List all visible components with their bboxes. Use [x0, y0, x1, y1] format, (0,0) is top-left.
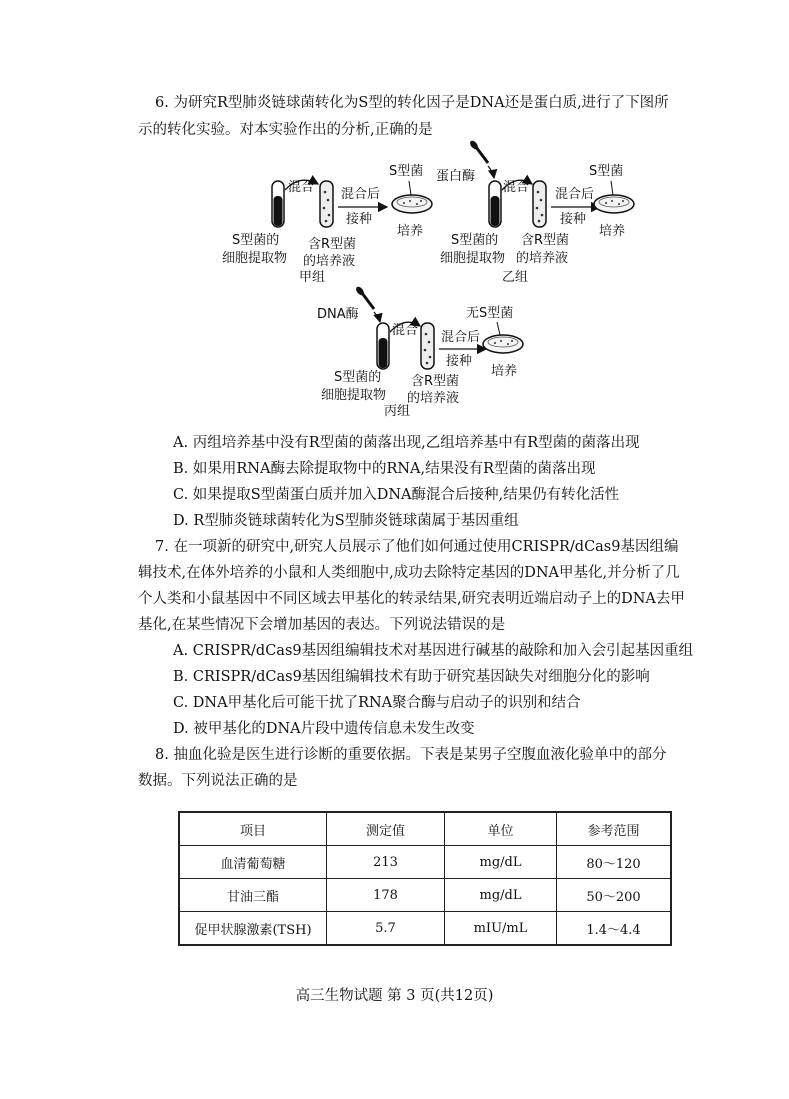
yi-dropper-icon: [468, 139, 488, 163]
page-footer: 高三生物试题 第 3 页(共12页): [295, 988, 494, 1004]
q7-option-b: B. CRISPR/dCas9基因组编辑技术有助于研究基因缺失对细胞分化的影响: [173, 669, 650, 685]
cell-reference-range: 50～200: [557, 879, 672, 912]
cell-reference-range: 1.4～4.4: [557, 912, 672, 946]
bing-extract-label-1: S型菌的: [334, 370, 382, 385]
jia-result-label: S型菌: [389, 164, 424, 179]
bing-culture-label: 培养: [491, 364, 518, 379]
yi-enzyme-arrow: [488, 166, 494, 178]
yi-result-label: S型菌: [589, 164, 624, 179]
jia-extract-tube: [272, 181, 284, 227]
bing-extract-label-2: 细胞提取物: [321, 388, 387, 403]
q6-stem-line2: 示的转化实验。对本实验作出的分析,正确的是: [138, 122, 433, 138]
header-item: 项目: [179, 812, 327, 846]
table-row: [179, 846, 671, 879]
yi-petri-dish: [594, 195, 634, 213]
q6-option-d: D. R型肺炎链球菌转化为S型肺炎链球菌属于基因重组: [173, 513, 519, 529]
yi-rculture-tube: [533, 181, 546, 227]
bing-extract-tube: [377, 323, 389, 369]
header-value: 测定值: [327, 812, 445, 846]
header-reference-range: 参考范围: [557, 812, 672, 846]
yi-inoculate-label-1: 混合后: [555, 187, 595, 202]
bing-enzyme-arrow: [374, 312, 380, 322]
cell-item: 甘油三酯: [179, 879, 327, 912]
bing-liquid-label-2: 的培养液: [407, 391, 460, 406]
jia-extract-label-2: 细胞提取物: [222, 251, 288, 266]
bing-liquid-label-1: 含R型菌: [411, 374, 460, 389]
yi-liquid-label-2: 的培养液: [516, 251, 569, 266]
q7-stem-line1: 7. 在一项新的研究中,研究人员展示了他们如何通过使用CRISPR/dCas9基因组编: [155, 539, 679, 555]
cell-unit: mg/dL: [445, 879, 557, 912]
table-row: [179, 912, 671, 946]
jia-result-pointer: [409, 181, 411, 195]
yi-mix-label: 混合: [503, 180, 530, 195]
blood-test-table: [178, 811, 672, 946]
bing-enzyme-label: DNA酶: [317, 307, 359, 322]
bing-rculture-tube: [421, 323, 434, 369]
q8-stem-line1: 8. 抽血化验是医生进行诊断的重要依据。下表是某男子空腹血液化验单中的部分: [155, 747, 667, 763]
cell-value: 213: [327, 846, 445, 879]
jia-mix-label: 混合: [288, 180, 315, 195]
yi-group-label: 乙组: [502, 270, 529, 285]
cell-unit: mIU/mL: [445, 912, 557, 946]
bing-petri-dish: [483, 335, 523, 353]
header-unit: 单位: [445, 812, 557, 846]
cell-value: 178: [327, 879, 445, 912]
q7-stem-line2: 辑技术,在体外培养的小鼠和人类细胞中,成功去除特定基因的DNA甲基化,并分析了几: [138, 565, 680, 581]
bing-result-label: 无S型菌: [466, 306, 514, 321]
q6-experiment-diagram: [0, 0, 789, 420]
q8-stem-line2: 数据。下列说法正确的是: [138, 773, 298, 789]
yi-culture-label: 培养: [599, 224, 626, 239]
q6-stem-line1: 6. 为研究R型肺炎链球菌转化为S型的转化因子是DNA还是蛋白质,进行了下图所: [155, 95, 669, 111]
q6-option-b: B. 如果用RNA酶去除提取物中的RNA,结果没有R型菌的菌落出现: [173, 461, 596, 477]
jia-culture-label: 培养: [397, 224, 424, 239]
jia-group-label: 甲组: [299, 270, 326, 285]
yi-result-pointer: [611, 181, 613, 195]
bing-group-label: 丙组: [384, 404, 411, 419]
q7-stem-line3: 个人类和小鼠基因中不同区域去甲基化的转录结果,研究表明近端启动子上的DNA去甲: [138, 591, 685, 607]
yi-enzyme-label: 蛋白酶: [436, 169, 476, 184]
q7-option-d: D. 被甲基化的DNA片段中遗传信息未发生改变: [173, 721, 475, 737]
q7-stem-line4: 基化,在某些情况下会增加基因的表达。下列说法错误的是: [138, 617, 506, 633]
yi-extract-label-1: S型菌的: [451, 233, 499, 248]
cell-item: 血清葡萄糖: [179, 846, 327, 879]
bing-inoculate-label-2: 接种: [446, 354, 473, 369]
bing-result-pointer: [497, 322, 500, 335]
bing-mix-label: 混合: [392, 323, 419, 338]
table-row: [179, 879, 671, 912]
cell-value: 5.7: [327, 912, 445, 946]
q6-option-a: A. 丙组培养基中没有R型菌的菌落出现,乙组培养基中有R型菌的菌落出现: [173, 435, 640, 451]
bing-inoculate-label-1: 混合后: [441, 330, 481, 345]
jia-liquid-label-2: 的培养液: [303, 254, 356, 269]
jia-liquid-label-1: 含R型菌: [308, 237, 357, 252]
jia-rculture-tube: [320, 181, 333, 227]
jia-inoculate-label-1: 混合后: [341, 187, 381, 202]
jia-inoculate-label-2: 接种: [346, 212, 373, 227]
yi-liquid-label-1: 含R型菌: [521, 233, 570, 248]
yi-extract-tube: [489, 181, 501, 227]
yi-extract-label-2: 细胞提取物: [440, 251, 506, 266]
q7-option-a: A. CRISPR/dCas9基因组编辑技术对基因进行碱基的敲除和加入会引起基因重组: [173, 643, 694, 659]
cell-reference-range: 80～120: [557, 846, 672, 879]
cell-unit: mg/dL: [445, 846, 557, 879]
cell-item: 促甲状腺激素(TSH): [179, 912, 327, 946]
jia-extract-label-1: S型菌的: [232, 233, 280, 248]
q7-option-c: C. DNA甲基化后可能干扰了RNA聚合酶与启动子的识别和结合: [173, 695, 581, 711]
q6-option-c: C. 如果提取S型菌蛋白质并加入DNA酶混合后接种,结果仍有转化活性: [173, 487, 620, 503]
yi-inoculate-label-2: 接种: [560, 212, 587, 227]
jia-petri-dish: [392, 195, 432, 213]
table-header-row: [179, 812, 671, 846]
